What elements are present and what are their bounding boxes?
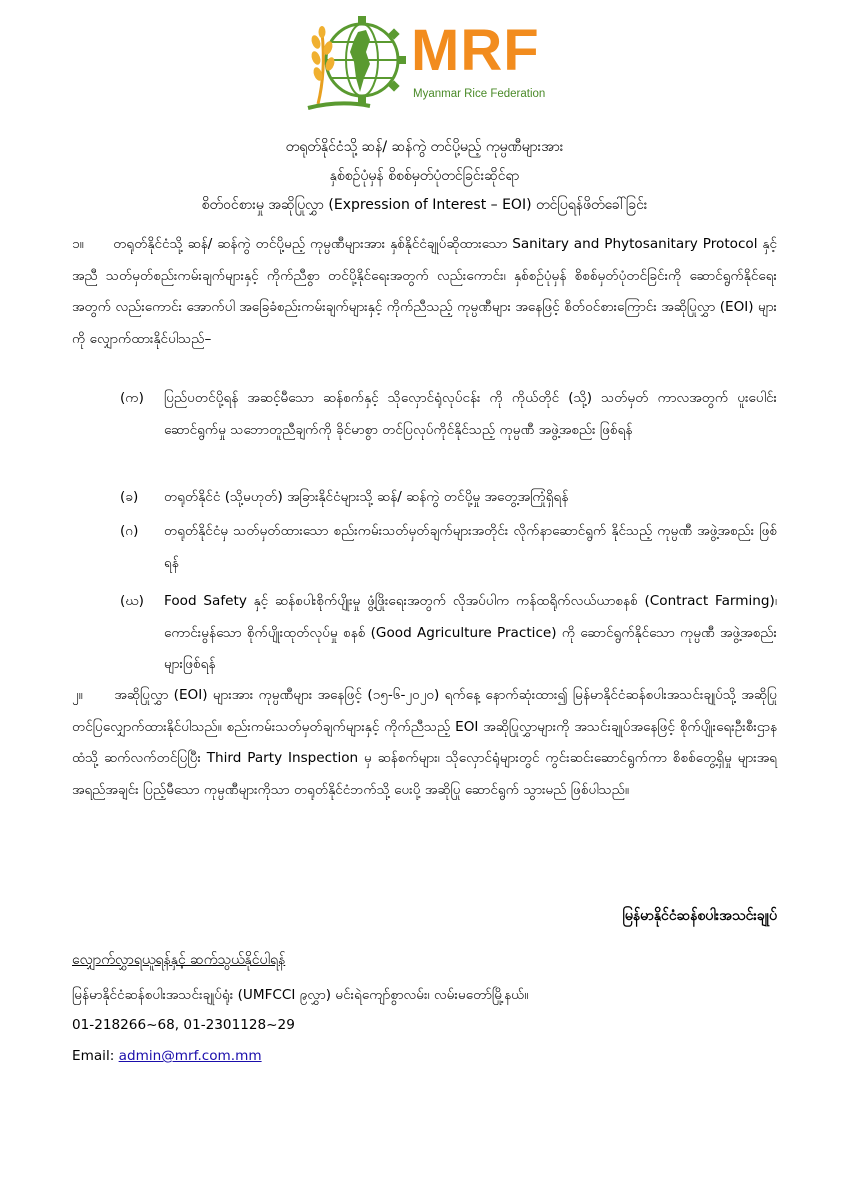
list-item-text: တရုတ်နိုင်ငံမှ သတ်မှတ်ထားသော စည်းကမ်းသတ်မှတ်ချက်များအတိုင်း လိုက်နာဆောင်ရွက် နိုင်သည့် ကုမ္ပဏီ အဖွဲ့အစည်း ဖြစ်ရန်: [164, 523, 777, 571]
list-item-text: ပြည်ပတင်ပို့ရန် အဆင့်မီသော ဆန်စက်နှင့် သိုလှောင်ရုံလုပ်ငန်း ကို ကိုယ်တိုင် (သို့) သတ်မှတ် ကာလအတွက် ပူးပေါင်းဆောင်ရွက်မှု သဘောတူညီချက်ကို ခိုင်မာစွာ တင်ပြလုပ်ကိုင်နိုင်သည့် ကုမ္ပဏီ အဖွဲ့အစည်း ဖြစ်ရန်: [164, 390, 777, 438]
paragraph-number: ၂။: [72, 687, 83, 703]
list-item-text: တရုတ်နိုင်ငံ (သို့မဟုတ်) အခြားနိုင်ငံများသို့ ဆန်/ ဆန်ကွဲ တင်ပို့မှု အတွေ့အကြုံရှိရန်: [164, 489, 569, 505]
heading-line-3: စိတ်ဝင်စားမှု အဆိုပြုလွှာ (Expression of Interest – EOI) တင်ပြရန်ဖိတ်ခေါ်ခြင်း: [201, 197, 648, 213]
contact-address: မြန်မာနိုင်ငံဆန်စပါးအသင်းချုပ်ရုံး (UMFCCI ၉လွှာ) မင်းရဲကျော်စွာလမ်း၊ လမ်းမတော်မြို့နယ်။: [72, 987, 529, 1003]
brand-subtitle: Myanmar Rice Federation: [413, 88, 546, 100]
brand-name: MRF: [411, 18, 540, 83]
list-item-marker: (က): [120, 390, 144, 406]
globe-rice-logo-icon: [300, 12, 412, 112]
contact-heading: လျှောက်လွှာရယူရန်နှင့် ဆက်သွယ်နိုင်ပါရန်: [72, 952, 286, 968]
paragraph-text: အဆိုပြုလွှာ (EOI) များအား ကုမ္ပဏီများ အနေဖြင့် (၁၅-၆-၂၀၂၀) ရက်နေ့ နောက်ဆုံးထား၍ မြန်မာနိုင်ငံဆန်စပါးအသင်းချုပ်သို့ အဆိုပြု တင်ပြလျှောက်ထားနိုင်ပါသည်။ စည်းကမ်းသတ်မှတ်ချက်များနှင့် ကိုက်ညီသည့် EOI အဆိုပြုလွှာများကို အသင်းချုပ်အနေဖြင့် စိုက်ပျိုးရေးဦးစီးဌာနထံသို့ ဆက်လက်တင်ပြပြီး Third Party Inspection မှ ဆန်စက်များ၊ သိုလှောင်ရုံများတွင် ကွင်းဆင်းဆောင်ရွက်ကာ စိစစ်တွေ့ရှိမှု များအရ အရည်အချင်း ပြည့်မီသော ကုမ္ပဏီများကိုသာ တရုတ်နိုင်ငံဘက်သို့ ပေးပို့ အဆိုပြု ဆောင်ရွက် သွားမည် ဖြစ်ပါသည်။: [72, 687, 777, 798]
signature-org: မြန်မာနိုင်ငံဆန်စပါးအသင်းချုပ်: [622, 908, 777, 924]
paragraph-number: ၁။: [72, 236, 84, 252]
paragraph-1: [72, 229, 777, 355]
email-link[interactable]: admin@mrf.com.mm: [118, 1048, 262, 1064]
list-item-marker: (ဂ): [120, 523, 139, 539]
list-item-text: Food Safety နှင့် ဆန်စပါးစိုက်ပျိုးမှု ဖွံ့ဖြိုးရေးအတွက် လိုအပ်ပါက ကန်ထရိုက်လယ်ယာစနစ် (Contract Farming)၊ ကောင်းမွန်သော စိုက်ပျိုးထုတ်လုပ်မှု စနစ် (Good Agriculture Practice) ကို ဆောင်ရွက်နိုင်သော ကုမ္ပဏီ အဖွဲ့အစည်းများဖြစ်ရန်: [164, 593, 777, 672]
list-item-marker: (ခ): [120, 489, 139, 505]
paragraph-2: [72, 680, 777, 806]
list-item-marker: (ဃ): [120, 593, 144, 609]
list-item: [120, 383, 777, 446]
email-label: Email:: [72, 1048, 119, 1064]
contact-phones: 01-218266~68, 01-2301128~29: [72, 1017, 295, 1033]
list-item: [120, 482, 777, 514]
mrf-logo: [300, 12, 580, 112]
heading-line-2: နှစ်စဉ်ပုံမှန် စိစစ်မှတ်ပုံတင်ခြင်းဆိုင်ရာ: [329, 168, 520, 184]
heading-line-1: တရုတ်နိုင်ငံသို့ ဆန်/ ဆန်ကွဲ တင်ပို့မည့် ကုမ္ပဏီများအား: [285, 139, 564, 155]
list-item: [120, 516, 777, 579]
contact-email-line: [72, 1048, 262, 1064]
list-item: [120, 586, 777, 681]
paragraph-text: တရုတ်နိုင်ငံသို့ ဆန်/ ဆန်ကွဲ တင်ပို့မည့် ကုမ္ပဏီများအား နှစ်နိုင်ငံချုပ်ဆိုထားသော Sanitary and Phytosanitary Protocol နှင့်အညီ သတ်မှတ်စည်းကမ်းချက်များနှင့် ကိုက်ညီစွာ တင်ပို့နိုင်ရေးအတွက် လည်းကောင်း၊ နှစ်စဉ်ပုံမှန် စိစစ်မှတ်ပုံတင်ခြင်းကို ဆောင်ရွက်နိုင်ရေးအတွက် လည်းကောင်း အောက်ပါ အခြေခံစည်းကမ်းချက်များနှင့် ကိုက်ညီသည့် ကုမ္ပဏီများ အနေဖြင့် စိတ်ဝင်စားကြောင်း အဆိုပြုလွှာ (EOI) များကို လျှောက်ထားနိုင်ပါသည်–: [72, 236, 777, 347]
